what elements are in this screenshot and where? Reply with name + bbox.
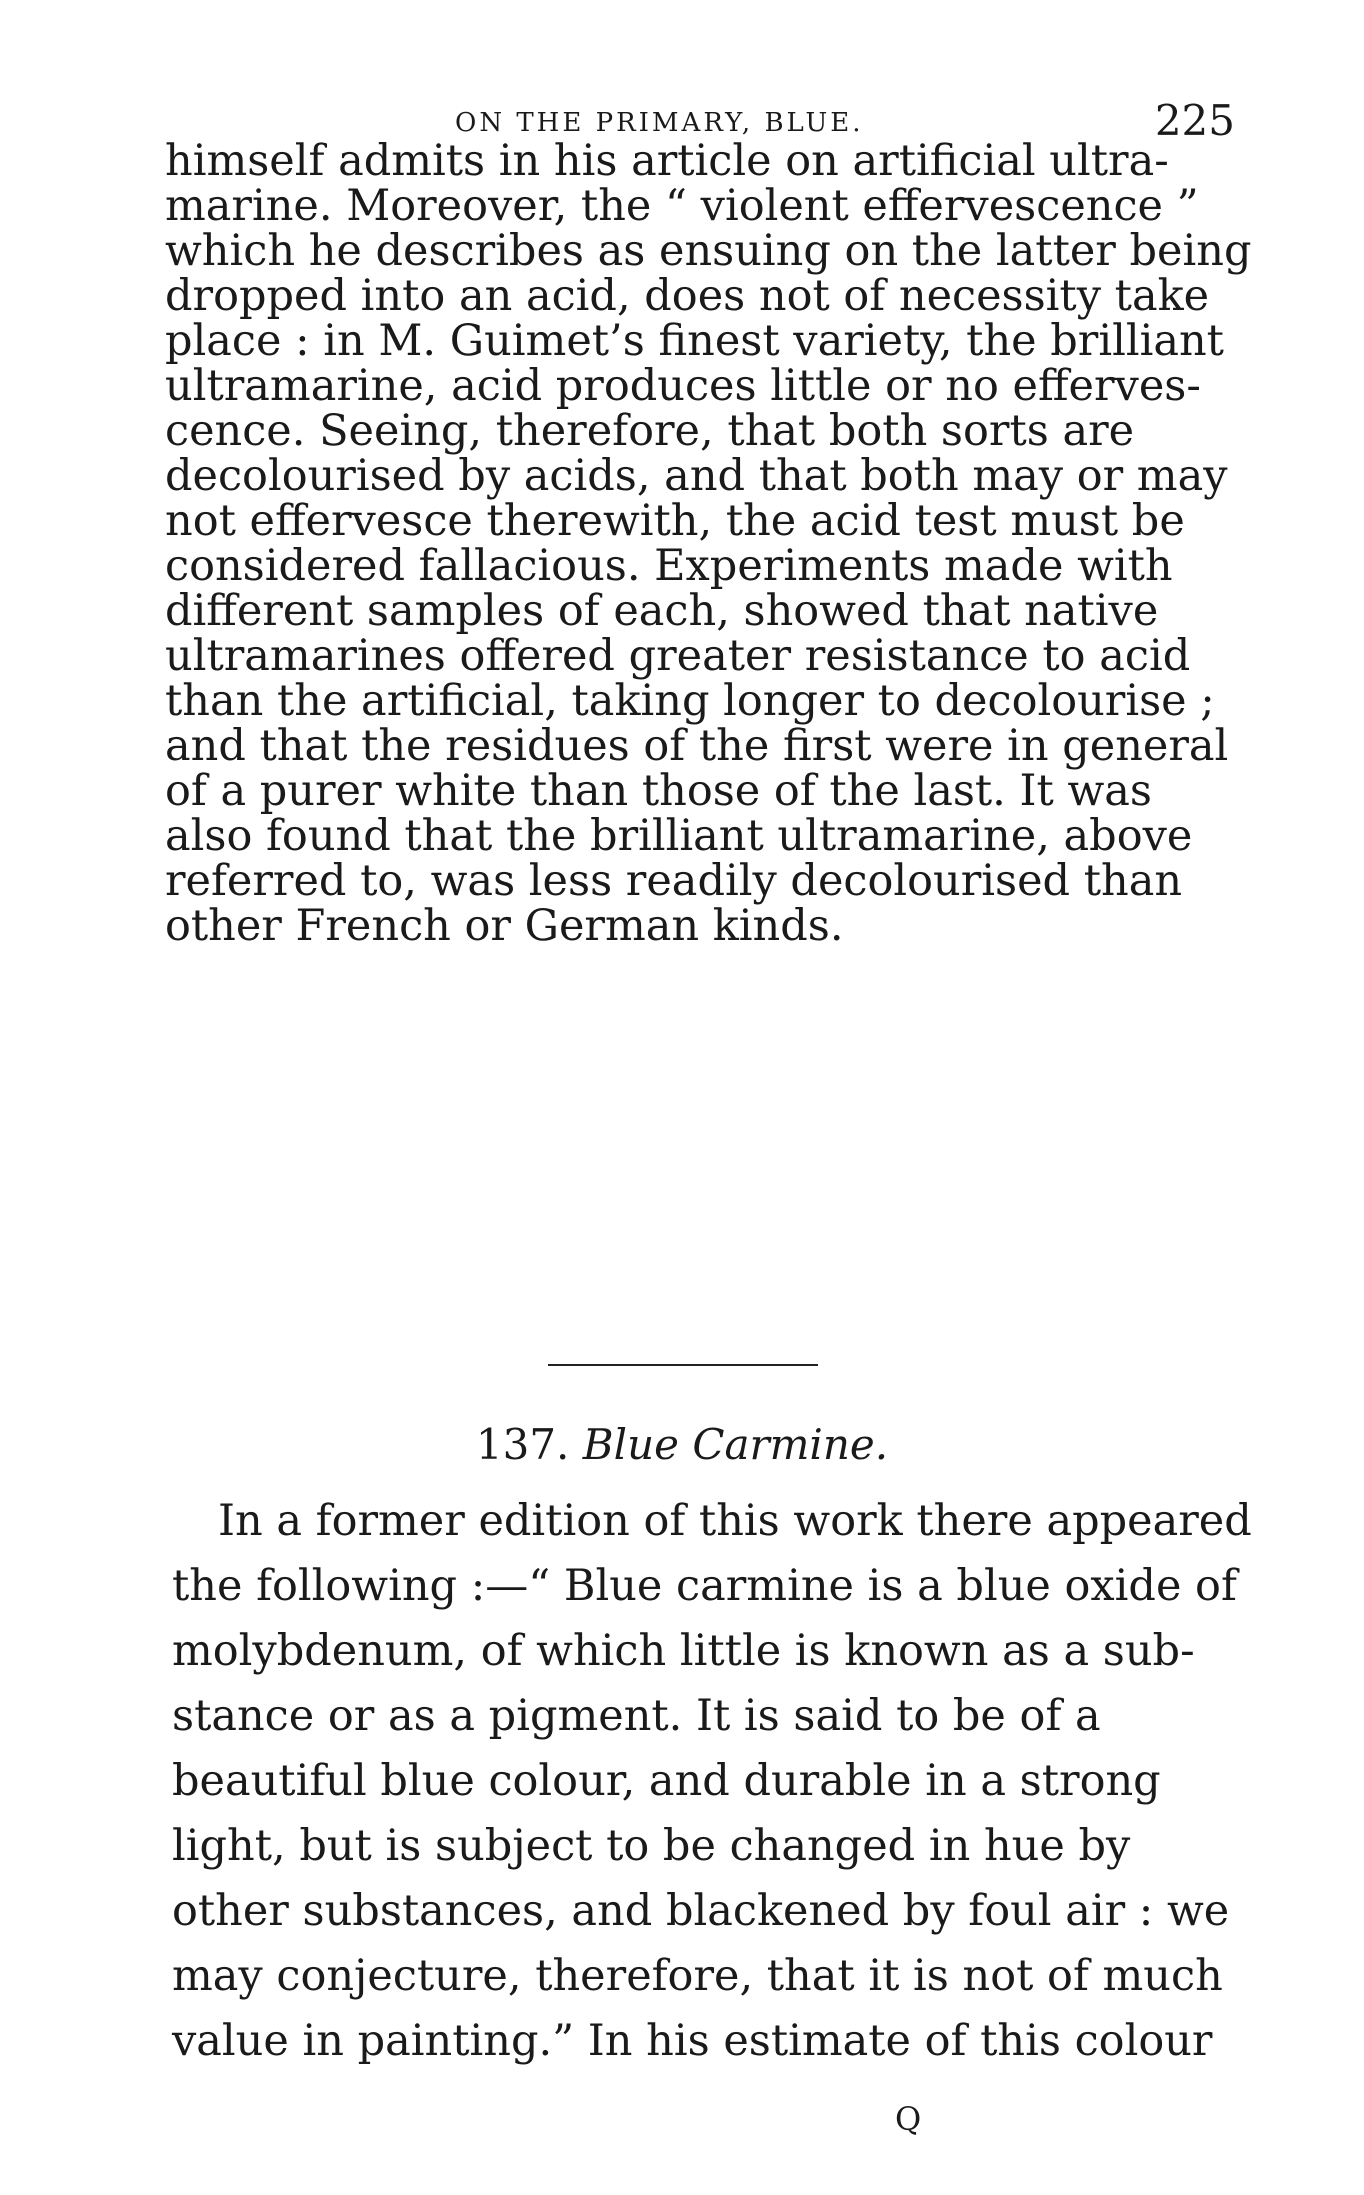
text-line: the following :—“ Blue carmine is a blue oxide of — [172, 1561, 1237, 1611]
text-line: other substances, and blackened by foul air : we — [172, 1886, 1230, 1936]
text-line: which he describes as ensuing on the latter being — [165, 226, 1252, 276]
text-line: decolourised by acids, and that both may or may — [165, 451, 1228, 501]
signature-mark: Q — [895, 2100, 922, 2138]
text-line: himself admits in his article on artificial ultra- — [165, 136, 1169, 186]
text-line: different samples of each, showed that native — [165, 586, 1159, 636]
text-line: ultramarines offered greater resistance to acid — [165, 631, 1191, 681]
text-line: other French or German kinds. — [165, 901, 844, 951]
text-line: considered fallacious. Experiments made with — [165, 541, 1173, 591]
page-number: 225 — [1154, 96, 1235, 145]
section-title: Blue Carmine. — [582, 1420, 889, 1469]
text-line: may conjecture, therefore, that it is not of much — [172, 1951, 1223, 2001]
text-line: value in painting.” In his estimate of this colour — [172, 2016, 1213, 2066]
text-line: molybdenum, of which little is known as a sub- — [172, 1626, 1195, 1676]
text-line: ultramarine, acid produces little or no efferves- — [165, 361, 1201, 411]
text-line: of a purer white than those of the last. It was — [165, 766, 1152, 816]
text-line: beautiful blue colour, and durable in a strong — [172, 1756, 1161, 1806]
text-line: stance or as a pigment. It is said to be of a — [172, 1691, 1101, 1741]
text-line: than the artificial, taking longer to decolourise ; — [165, 676, 1215, 726]
text-line: not effervesce therewith, the acid test must be — [165, 496, 1185, 546]
text-line: In a former edition of this work there appeared — [218, 1496, 1252, 1546]
section-number: 137. — [475, 1420, 570, 1469]
text-line: marine. Moreover, the “ violent effervescence ” — [165, 181, 1199, 231]
text-line: place : in M. Guimet’s finest variety, the brilliant — [165, 316, 1224, 366]
text-line: also found that the brilliant ultramarine, above — [165, 811, 1193, 861]
text-line: and that the residues of the first were in general — [165, 721, 1229, 771]
text-line: light, but is subject to be changed in hue by — [172, 1821, 1131, 1871]
text-line: dropped into an acid, does not of necessity take — [165, 271, 1210, 321]
section-heading — [0, 1420, 1364, 1469]
section-divider — [548, 1364, 818, 1366]
running-head: ON THE PRIMARY, BLUE. — [455, 108, 864, 138]
text-line: referred to, was less readily decolourised than — [165, 856, 1183, 906]
text-line: cence. Seeing, therefore, that both sorts are — [165, 406, 1135, 456]
